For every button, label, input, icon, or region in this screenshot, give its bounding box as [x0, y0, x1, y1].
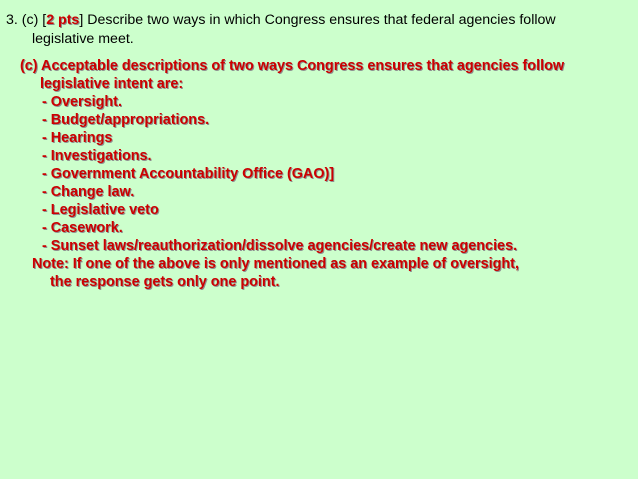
question-line-2: legislative meet.: [32, 31, 134, 47]
answer-item: - Oversight.: [42, 94, 122, 110]
answer-item: - Change law.: [42, 184, 135, 200]
scoring-note-line-1: Note: If one of the above is only mentioned as an example of oversight,: [32, 256, 519, 272]
answer-item: - Government Accountability Office (GAO)]: [42, 166, 335, 182]
answer-item: - Casework.: [42, 220, 123, 236]
question-suffix: ] Describe two ways in which Congress ensures that federal agencies follow: [79, 12, 556, 28]
answer-item: - Budget/appropriations.: [42, 112, 210, 128]
answer-item: - Sunset laws/reauthorization/dissolve agencies/create new agencies.: [42, 238, 518, 254]
answer-item: - Investigations.: [42, 148, 152, 164]
answer-item: - Hearings: [42, 130, 113, 146]
answer-item: - Legislative veto: [42, 202, 159, 218]
question-text: [6, 11, 632, 49]
answer-heading-line-1: (c) Acceptable descriptions of two ways Congress ensures that agencies follow: [20, 58, 565, 74]
answer-block: [20, 57, 632, 291]
question-points: 2 pts: [46, 12, 80, 28]
answer-heading-line-2: legislative intent are:: [40, 76, 184, 92]
question-prefix: 3. (c) [: [6, 12, 47, 28]
scoring-note-line-2: the response gets only one point.: [50, 274, 280, 290]
